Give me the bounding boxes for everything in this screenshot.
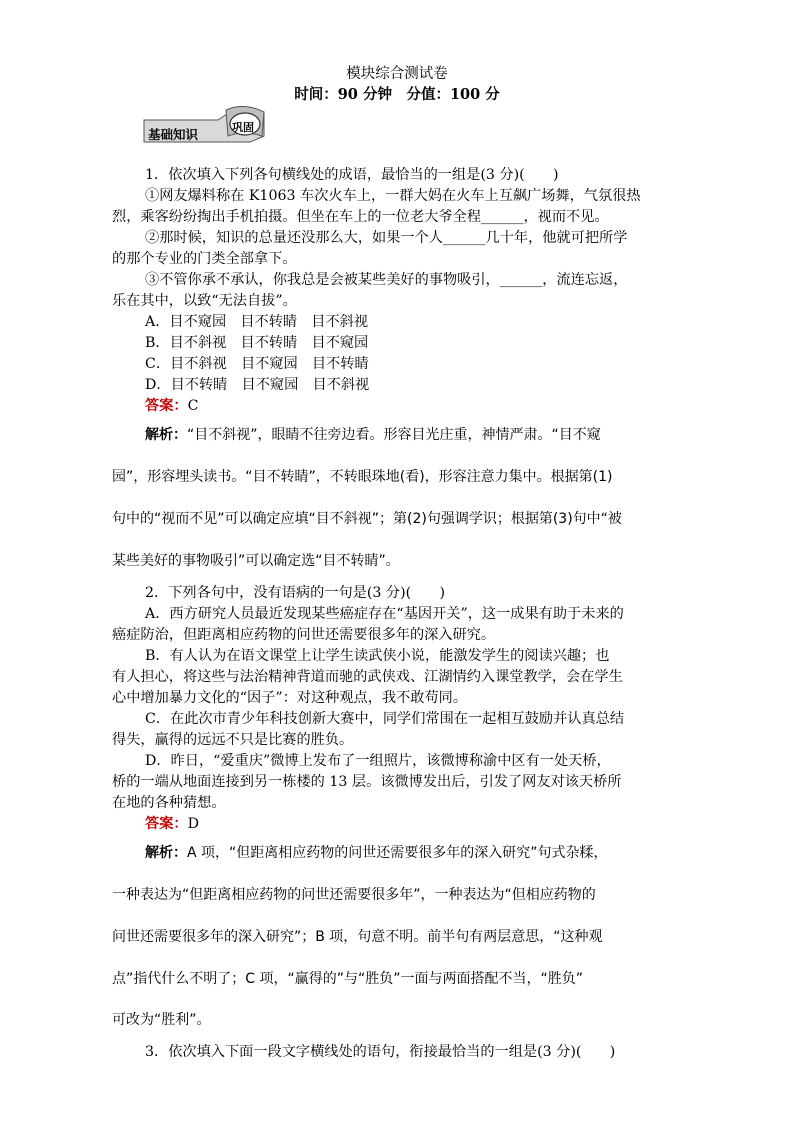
explanation-label: 解析：	[145, 845, 187, 861]
q1-sentence3-line1: ③不管你承不承认，你我总是会被某些美好的事物吸引，______，流连忘返，	[145, 272, 628, 288]
q2-option-d-line2: 桥的一端从地面连接到另一栋楼的 13 层。该微博发出后，引发了网友对该天桥所	[112, 774, 622, 790]
q1-option-a: A．目不窥园 目不转睛 目不斜视	[145, 314, 369, 330]
q1-explanation-line3: 句中的“视而不见”可以确定应填“目不斜视”；第(2)句强调学识；根据第(3)句中“被	[112, 511, 622, 527]
q3-stem: 3．依次填入下面一段文字横线处的语句，衔接最恰当的一组是(3 分)( )	[145, 1044, 616, 1060]
q1-stem: 1．依次填入下列各句横线处的成语，最恰当的一组是(3 分)( )	[145, 167, 559, 183]
q1-sentence1-line2: 烈，乘客纷纷掏出手机拍摄。但坐在车上的一位老大爷全程______，视而不见。	[112, 209, 609, 225]
q1-option-c: C．目不斜视 目不窥园 目不转睛	[145, 356, 369, 372]
q2-answer	[145, 814, 199, 834]
q2-option-c-line2: 得失，赢得的远远不只是比赛的胜负。	[112, 732, 354, 748]
explanation-label: 解析：	[145, 427, 187, 443]
q2-option-d-line3: 在地的各种猜想。	[112, 795, 226, 811]
q2-option-b-line2: 有人担心，将这些与法治精神背道而驰的武侠戏、江湖情约入课堂教学，会在学生	[112, 669, 623, 685]
answer-label: 答案：	[145, 398, 188, 414]
q2-explanation-line4: 点”指代什么不明了；C 项，“赢得的”与“胜负”一面与两面搭配不当，“胜负”	[112, 971, 583, 987]
q1-sentence1-line1: ①网友爆料称在 K1063 车次火车上，一群大妈在火车上互飙广场舞，气氛很热	[145, 188, 641, 204]
q2-explanation-line2: 一种表达为“但距离相应药物的问世还需要很多年”，一种表达为“但相应药物的	[112, 887, 596, 903]
q2-explanation-line1: 解析：A 项，“但距离相应药物的问世还需要很多年的深入研究”句式杂糅，	[145, 845, 608, 861]
q1-option-d: D．目不转睛 目不窥园 目不斜视	[145, 377, 370, 393]
q2-stem: 2．下列各句中，没有语病的一句是(3 分)( )	[145, 585, 446, 601]
q2-option-b-line3: 心中增加暴力文化的“因子”：对这种观点，我不敢苟同。	[112, 690, 468, 706]
q2-option-d-line1: D．昨日，“爱重庆”微博上发布了一组照片，该微博称渝中区有一处天桥，	[145, 753, 611, 769]
q1-sentence2-line2: 的那个专业的门类全部拿下。	[112, 251, 297, 267]
q1-explanation-line2: 园”，形容埋头读书。“目不转睛”，不转眼珠地(看)，形容注意力集中。根据第(1)	[112, 469, 613, 485]
q2-option-c-line1: C．在此次市青少年科技创新大赛中，同学们常围在一起相互鼓励并认真总结	[145, 711, 625, 727]
answer-value: D	[187, 816, 199, 832]
q2-option-a-line2: 癌症防治，但距离相应药物的问世还需要很多年的深入研究。	[112, 627, 496, 643]
answer-label: 答案：	[145, 816, 188, 832]
answer-value: C	[187, 398, 199, 414]
q1-sentence2-line1: ②那时候，知识的总量还没那么大，如果一个人______几十年，他就可把所学	[145, 230, 628, 246]
q2-option-a-line1: A．西方研究人员最近发现某些癌症存在“基因开关”，这一成果有助于未来的	[145, 606, 624, 622]
section-badge-tag: 巩固	[232, 121, 254, 134]
q2-explanation-line3: 问世还需要很多年的深入研究”；B 项，句意不明。前半句有两层意思，“这种观	[112, 929, 603, 945]
q1-answer	[145, 396, 198, 416]
q2-explanation-line5: 可改为“胜利”。	[112, 1012, 211, 1028]
time-score-info: 时间：90 分钟 分值：100 分	[294, 86, 500, 103]
q2-option-b-line1: B．有人认为在语文课堂上让学生读武侠小说，能激发学生的阅读兴趣；也	[145, 648, 610, 664]
page-title: 模块综合测试卷	[346, 66, 448, 82]
q1-explanation-line4: 某些美好的事物吸引”可以确定选“目不转睛”。	[112, 553, 400, 569]
q1-sentence3-line2: 乐在其中，以致“无法自拔”。	[112, 293, 297, 309]
q1-explanation-line1: 解析：“目不斜视”，眼睛不往旁边看。形容目光庄重，神情严肃。“目不窥	[145, 427, 601, 443]
q1-option-b: B．目不斜视 目不转睛 目不窥园	[145, 335, 369, 351]
section-badge-label: 基础知识	[148, 127, 199, 142]
